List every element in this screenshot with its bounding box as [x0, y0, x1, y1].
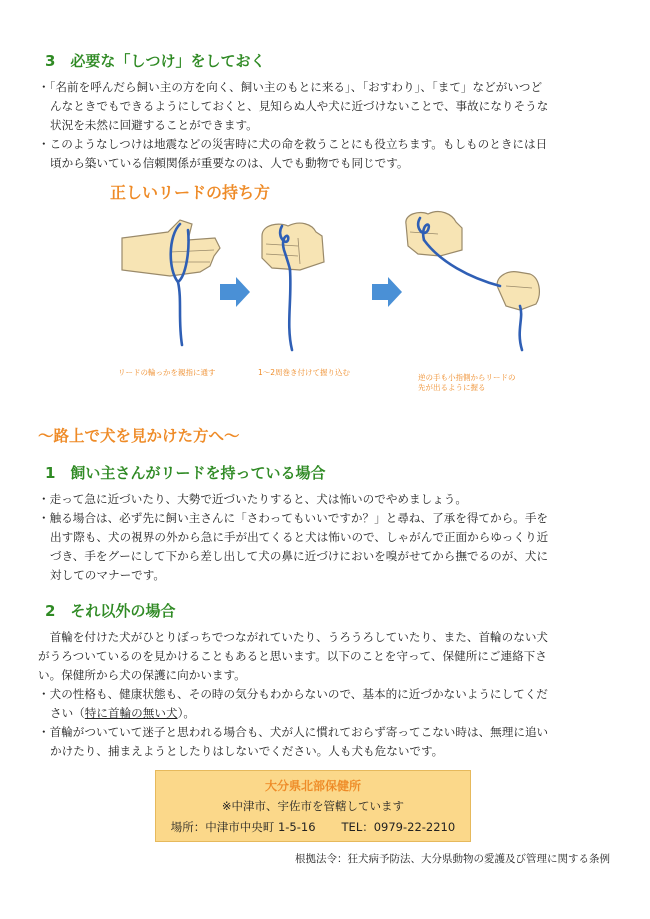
text-line: づき、手をグーにして下から差し出して犬の鼻に近づけにおいを嗅がせてから撫でるのが、犬に — [50, 549, 549, 563]
text-line: んなときでもできるようにしておくと、見知らぬ人や犬に近づけないことで、事故になりそうな — [50, 99, 549, 113]
text-line: 状況を未然に回避することができます。 — [50, 118, 258, 132]
fist-icon — [262, 223, 324, 270]
street-title: ～路上で犬を見かけた方へ～ — [38, 427, 240, 445]
sub1-body — [38, 490, 618, 585]
contact-note: ※中津市、宇佐市を管轄しています — [221, 799, 405, 813]
text-line: 出す際も、犬の視界の外から急に手が出てくると犬は怖いので、しゃがんで正面からゆっくり近 — [50, 530, 549, 544]
text-line: い。保健所から犬の保護に向かいます。 — [38, 668, 246, 682]
contact-box — [155, 770, 471, 842]
text-line: 頃から築いている信頼関係が重要なのは、人でも動物でも同じです。 — [50, 156, 409, 170]
arrow-right-icon — [372, 277, 402, 307]
text-line — [38, 704, 618, 723]
text-line: ・触る場合は、必ず先に飼い主さんに「さわってもいいですか？」と尋ね、了承を得てから。手を — [38, 511, 549, 525]
text-line: かけたり、捕まえようとしたりはしないでください。人も犬も危ないです。 — [50, 744, 444, 758]
text-line: 首輪を付けた犬がひとりぼっちでつながれていたり、うろうろしていたり、また、首輪のない犬 — [38, 630, 549, 644]
caption-line: 逆の手も小指側からリードの — [418, 373, 516, 382]
contact-address: 場所：中津市中央町 1-5-16 — [170, 820, 316, 834]
contact-tel: TEL：0979-22-2210 — [341, 820, 456, 834]
caption-step-3 — [418, 373, 516, 393]
text-line: がうろついているのを見かけることもあると思います。以下のことを守って、保健所にご連絡下さ — [38, 649, 547, 663]
text-line: ・「名前を呼んだら飼い主の方を向く、飼い主のもとに来る」、「おすわり」、「まて」などがいつど — [38, 80, 543, 94]
sub1-heading: 1 飼い主さんがリードを持っている場合 — [45, 464, 326, 482]
text-span: さい（ — [50, 706, 85, 720]
caption-line: 先が出るように握る — [418, 383, 486, 392]
leash-title: 正しいリードの持ち方 — [110, 183, 271, 202]
section-3-heading: 3 必要な「しつけ」をしておく — [45, 52, 266, 70]
contact-name: 大分県北部保健所 — [264, 779, 361, 793]
underlined-text: 特に首輪の無い犬 — [84, 706, 178, 720]
text-line: ・犬の性格も、健康状態も、その時の気分もわからないので、基本的に近づかないようにしてくだ — [38, 687, 548, 701]
text-line: 対してのマナーです。 — [50, 568, 166, 582]
arrow-right-icon — [220, 277, 250, 307]
contact-address-line — [156, 819, 470, 835]
sub2-heading: 2 それ以外の場合 — [45, 602, 176, 620]
caption-step-1: リードの輪っかを親指に通す — [118, 368, 216, 377]
caption-step-2: 1～2周巻き付けて握り込む — [258, 368, 351, 377]
sub2-body — [38, 628, 618, 761]
text-line: ・首輪がついていて迷子と思われる場合も、犬が人に慣れておらず寄ってこない時は、無理に追い — [38, 725, 549, 739]
text-line: ・走って急に近づいたり、大勢で近づいたりすると、犬は怖いのでやめましょう。 — [38, 492, 467, 506]
text-line: ・このようなしつけは地震などの災害時に犬の命を救うことにも役立ちます。もしものときには日 — [38, 137, 548, 151]
text-span: ）。 — [177, 706, 195, 720]
legal-basis-footer: 根拠法令：狂犬病予防法、大分県動物の愛護及び管理に関する条例 — [295, 853, 610, 865]
